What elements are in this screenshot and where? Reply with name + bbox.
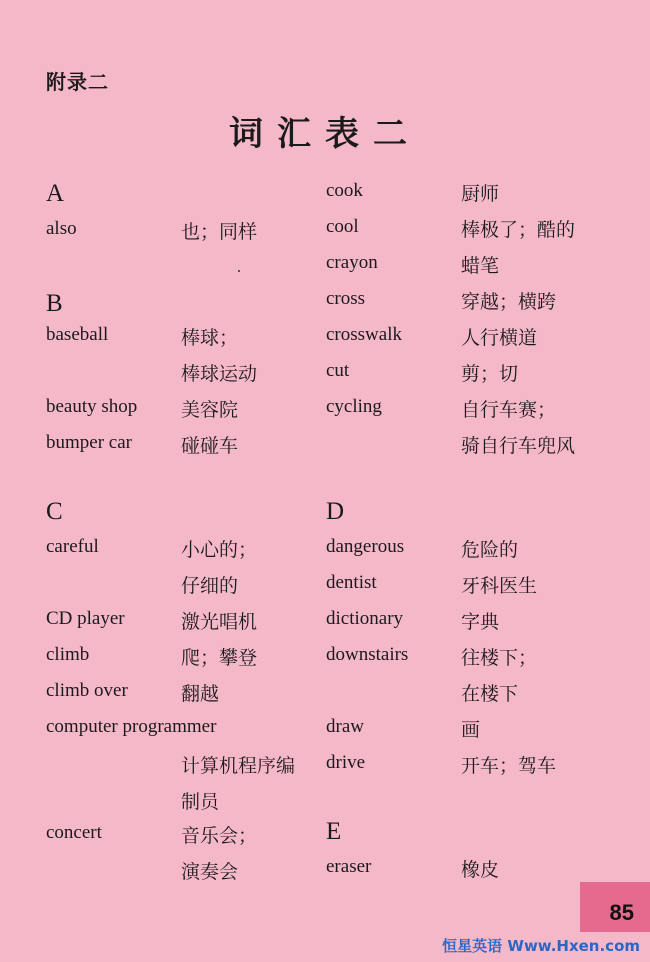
word-chinese: 自行车赛； <box>461 399 557 421</box>
word-english: baseball <box>46 324 109 345</box>
word-chinese: 开车；驾车 <box>461 755 557 777</box>
word-chinese: 棒球运动 <box>181 363 258 385</box>
page-number: 85 <box>609 900 634 925</box>
word-chinese: 蜡笔 <box>461 255 500 277</box>
word-chinese: 仔细的 <box>181 575 239 597</box>
word-english: careful <box>46 536 99 557</box>
word-chinese: 往楼下； <box>461 647 538 669</box>
word-chinese: 翻越 <box>181 683 220 705</box>
word-english: dangerous <box>326 536 405 557</box>
word-english: crosswalk <box>326 324 402 345</box>
word-chinese: 美容院 <box>181 399 239 421</box>
word-english: climb <box>46 644 90 665</box>
word-chinese: 爬；攀登 <box>181 647 258 669</box>
word-chinese: 棒极了；酷的 <box>461 219 576 241</box>
word-chinese: 计算机程序编 <box>181 755 296 777</box>
word-chinese: 穿越；横跨 <box>461 291 557 313</box>
word-chinese: 牙科医生 <box>461 575 538 597</box>
word-english: cook <box>326 180 363 201</box>
word-english: beauty shop <box>46 396 138 417</box>
word-english: dictionary <box>326 608 404 629</box>
word-english: climb over <box>46 680 128 701</box>
word-chinese: 音乐会； <box>181 825 258 847</box>
word-english: computer programmer <box>46 716 217 737</box>
word-chinese: 剪；切 <box>461 363 519 385</box>
word-english: eraser <box>326 856 372 877</box>
page-title: 词汇表二 <box>229 114 421 154</box>
word-chinese: 也；同样 <box>181 221 258 243</box>
word-chinese: 骑自行车兜风 <box>461 435 576 457</box>
word-chinese: 制员 <box>181 791 220 813</box>
word-chinese: 危险的 <box>461 539 519 561</box>
appendix-label: 附录二 <box>46 70 109 94</box>
word-chinese: 演奏会 <box>181 861 239 883</box>
word-chinese: 画 <box>461 719 481 741</box>
word-chinese: 橡皮 <box>461 859 500 881</box>
section-letter: E <box>326 818 342 845</box>
word-chinese: 在楼下 <box>461 683 519 705</box>
word-english: dentist <box>326 572 377 593</box>
word-english: cycling <box>326 396 382 417</box>
section-letter: B <box>46 290 63 317</box>
word-chinese: 碰碰车 <box>181 435 239 457</box>
section-letter: C <box>46 498 63 525</box>
word-chinese: 激光唱机 <box>181 611 258 633</box>
word-chinese: 字典 <box>461 611 500 633</box>
word-english: drive <box>326 752 366 773</box>
word-chinese: 人行横道 <box>461 327 538 349</box>
word-chinese: 厨师 <box>461 183 500 205</box>
word-english: concert <box>46 822 102 843</box>
word-english: downstairs <box>326 644 409 665</box>
word-english: bumper car <box>46 432 132 453</box>
word-english: crayon <box>326 252 378 273</box>
watermark-text: 恒星英语 Www.Hxen.com <box>442 937 640 955</box>
word-english: draw <box>326 716 364 737</box>
section-letter: D <box>326 498 345 525</box>
speck <box>238 270 240 272</box>
word-chinese: 小心的； <box>181 539 258 561</box>
word-english: cut <box>326 360 350 381</box>
word-english: cross <box>326 288 366 309</box>
word-chinese: 棒球； <box>181 327 239 349</box>
word-english: CD player <box>46 608 125 629</box>
word-english: cool <box>326 216 359 237</box>
word-english: also <box>46 218 77 239</box>
section-letter: A <box>46 180 65 207</box>
